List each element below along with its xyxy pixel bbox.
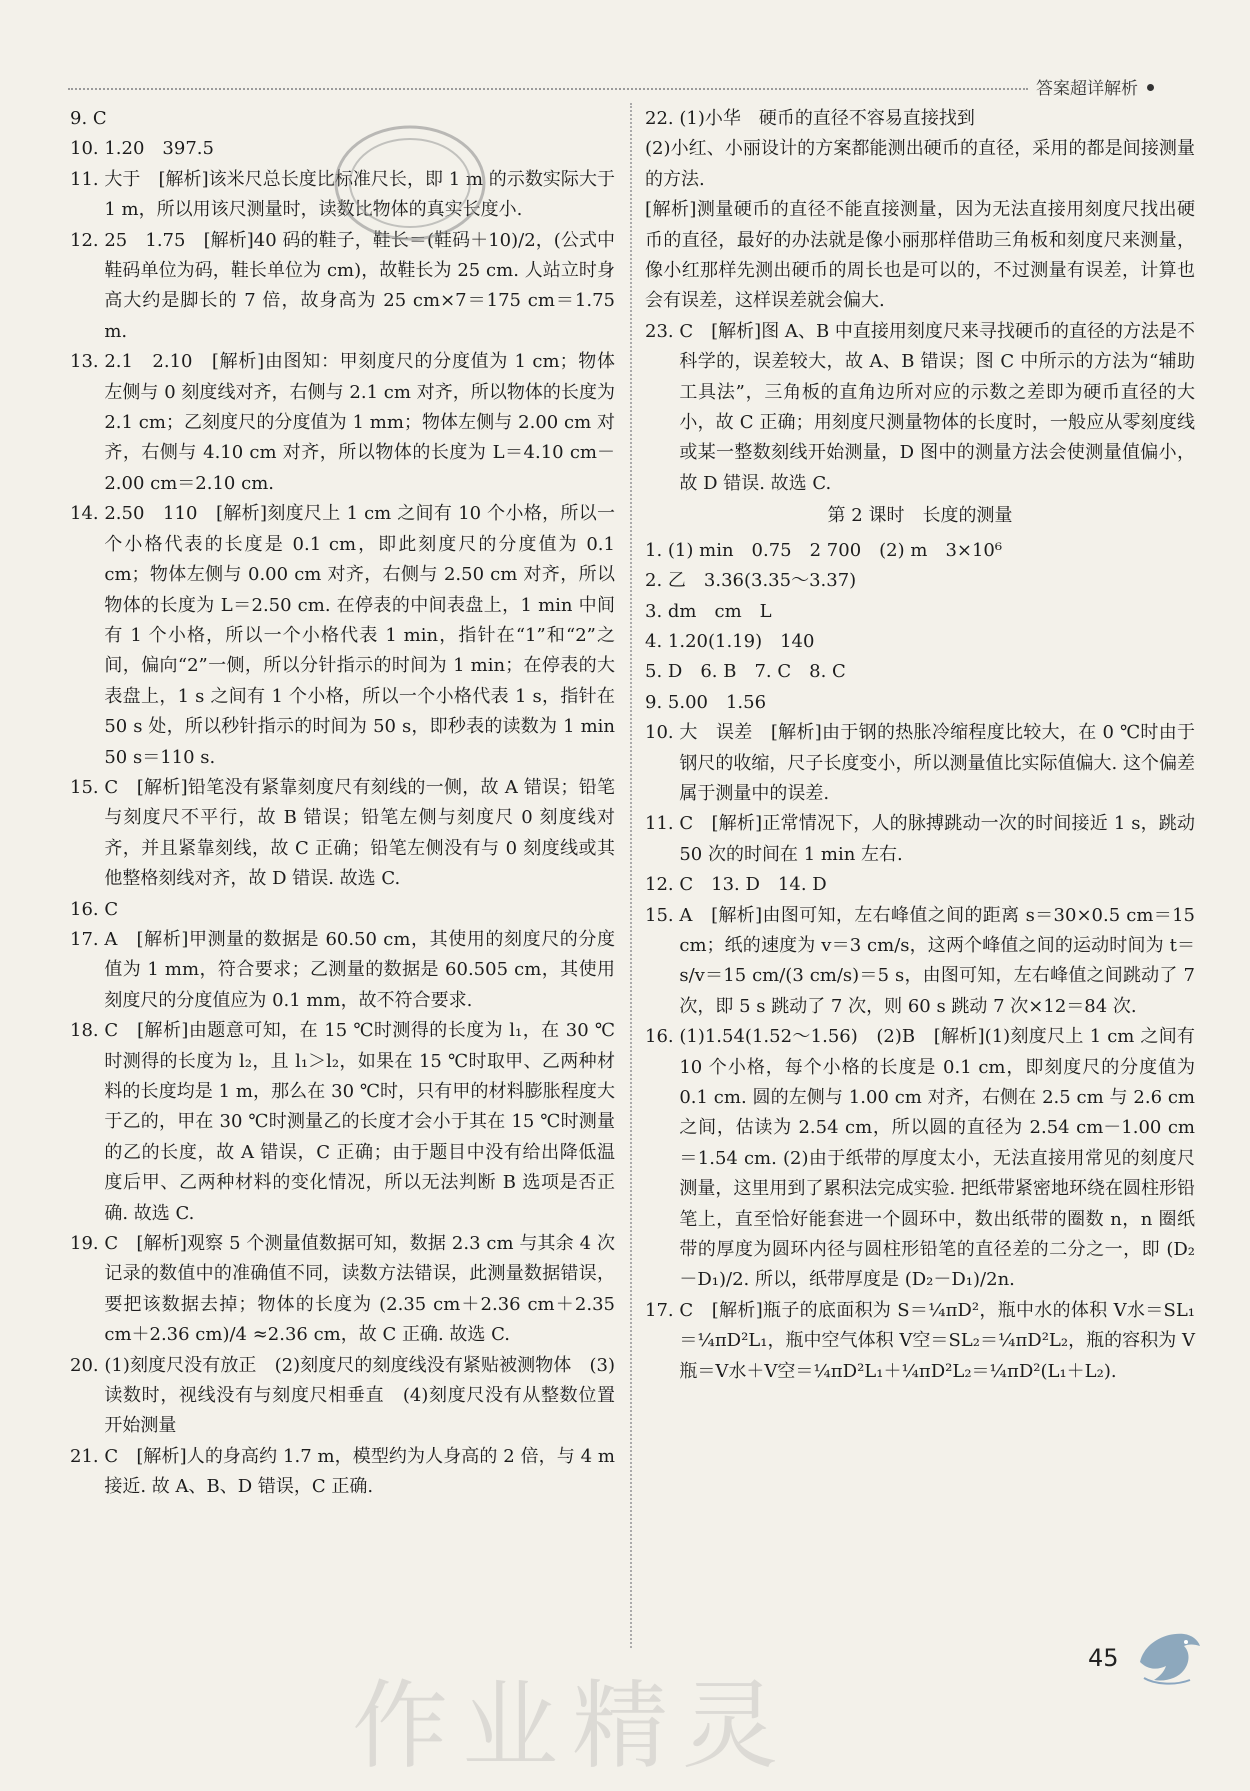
answer-number: 11. [70, 168, 105, 190]
answer-number: 14. [70, 503, 105, 525]
answer-item [70, 925, 615, 1016]
answer-number: 12. [70, 229, 105, 251]
answer-number: 1. [645, 539, 668, 561]
answer-item [645, 718, 1195, 809]
answer-number: 2. [645, 570, 668, 592]
answer-text: C [解析]正常情况下，人的脉搏跳动一次的时间接近 1 s，跳动 50 次的时间在 1 min 左右. [679, 813, 1195, 865]
section-subtitle-text: 第 2 课时 长度的测量 [827, 505, 1013, 527]
answer-number: 9. [70, 108, 93, 129]
answer-item [645, 657, 1195, 687]
answer-item [70, 773, 615, 895]
left-answer-column [70, 104, 615, 1503]
stamp-icon [330, 118, 490, 248]
answer-text: D 6. B 7. C 8. C [667, 661, 846, 683]
answer-number: 18. [70, 1020, 105, 1042]
answer-text: C [解析]观察 5 个测量值数据可知，数据 2.3 cm 与其余 4 次记录的数值中的准确值不同，读数方法错误，此测量数据错误，要把该数据去掉；物体的长度为 (2.35 cm＋2.36 cm＋2.35 cm＋2.36 cm)/4 ≈2.36 cm，故 C 正确. 故选 C. [104, 1233, 615, 1346]
answer-text: C [解析]瓶子的底面积为 S＝¼πD²，瓶中水的体积 V水＝SL₁＝¼πD²L₁，瓶中空气体积 V空＝SL₂＝¼πD²L₂，瓶的容积为 V瓶＝V水＋V空＝¼πD²L₁＋¼πD²L₂＝¼πD²(L₁＋L₂). [679, 1299, 1195, 1382]
answer-text: C [解析]铅笔没有紧靠刻度尺有刻线的一侧，故 A 错误；铅笔与刻度尺不平行，故 B 错误；铅笔左侧与刻度尺 0 刻度线对齐，并且紧靠刻线，故 C 正确；铅笔左侧没有与 0 刻度线或其他整格刻线对齐，故 D 错误. 故选 C. [104, 776, 615, 890]
answer-item [645, 901, 1195, 1023]
right-answer-column [645, 104, 1195, 1387]
answer-number: 5. [645, 661, 668, 683]
answer-item [645, 317, 1195, 499]
answer-text: C [解析]人的身高约 1.7 m，模型约为人身高的 2 倍，与 4 m 接近. 故 A、B、D 错误，C 正确. [104, 1445, 615, 1498]
answer-text: 5.00 1.56 [667, 691, 767, 713]
answer-number: 11. [645, 813, 680, 835]
answer-item [645, 597, 1195, 627]
answer-number: 20. [70, 1354, 105, 1376]
answer-item [70, 1442, 615, 1503]
answer-number: 21. [70, 1445, 105, 1467]
answer-text: 大 误差 [解析]由于钢的热胀冷缩程度比较大，在 0 ℃时由于钢尺的收缩，尺子长度变小，所以测量值比实际值偏大. 这个偏差属于测量中的误差. [679, 722, 1195, 804]
answer-item [645, 870, 1195, 900]
watermark-text: 作业精灵 [352, 1670, 792, 1782]
answer-text: C 13. D 14. D [679, 874, 827, 896]
answer-number: 3. [645, 600, 668, 622]
answer-item [645, 536, 1195, 566]
answer-item [645, 195, 1195, 317]
answer-number: 4. [645, 630, 668, 652]
answer-number: 19. [70, 1233, 105, 1255]
answer-item [70, 1351, 615, 1442]
answer-text: 2.1 2.10 [解析]由图知：甲刻度尺的分度值为 1 cm；物体左侧与 0 刻度线对齐，右侧与 2.1 cm 对齐，所以物体的长度为 2.1 cm；乙刻度尺的分度值为 1 mm；物体左侧与 2.00 cm 对齐，右侧与 4.10 cm 对齐，所以物体的长度为 L＝4.10 cm－2.00 cm＝2.10 cm. [104, 351, 615, 494]
answer-item [70, 1016, 615, 1229]
answer-item [70, 895, 615, 925]
answer-text: dm cm L [667, 600, 772, 622]
answer-number: 13. [70, 351, 105, 373]
page-number: 45 [1088, 1644, 1119, 1672]
answer-number: 22. [645, 108, 680, 129]
answer-text: 25 1.75 [解析]40 码的鞋子，鞋长＝(鞋码＋10)/2，(公式中鞋码单位为码，鞋长单位为 cm)，故鞋长为 25 cm. 人站立时身高大约是脚长的 7 倍，故身高为 25 cm×7＝175 cm＝1.75 m. [104, 229, 615, 342]
answer-number: 15. [70, 776, 105, 798]
answer-item [645, 627, 1195, 657]
answer-item [645, 688, 1195, 718]
section-subtitle [645, 501, 1195, 531]
answer-text: C [解析]由题意可知，在 15 ℃时测得的长度为 l₁，在 30 ℃时测得的长度为 l₂，且 l₁＞l₂，如果在 15 ℃时取甲、乙两种材料的长度均是 1 m，那么在 30 ℃时，只有甲的材料膨胀程度大于乙的，甲在 30 ℃时测量乙的长度才会小于其在 15 ℃时测量的乙的长度，故 A 错误，C 正确；由于题目中没有给出降低温度后甲、乙两种材料的变化情况，所以无法判断 B 选项是否正确. 故选 C. [104, 1020, 615, 1224]
answer-text: C [解析]图 A、B 中直接用刻度尺来寻找硬币的直径的方法是不科学的，误差较大，故 A、B 错误；图 C 中所示的方法为“辅助工具法”，三角板的直角边所对应的示数之差即为硬币直径的大小，故 C 正确；用刻度尺测量物体的长度时，一般应从零刻度线或某一整数刻线开始测量，D 图中的测量方法会使测量值偏小，故 D 错误. 故选 C. [679, 320, 1195, 494]
answer-text: A [解析]由图可知，左右峰值之间的距离 s＝30×0.5 cm＝15 cm；纸的速度为 v＝3 cm/s，这两个峰值之间的运动时间为 t＝s/v＝15 cm/(3 cm/s)＝5 s，由图可知，左右峰值之间跳动了 7 次，即 5 s 跳动了 7 次，则 60 s 跳动 7 次×12＝84 次. [679, 904, 1195, 1017]
answer-text: 大于 [解析]该米尺总长度比标准尺长，即 1 m 的示数实际大于 1 m，所以用该尺测量时，读数比物体的真实长度小. [104, 168, 615, 221]
answer-text: C [104, 898, 119, 920]
answer-number: 16. [70, 898, 105, 920]
answer-text: 1.20 397.5 [104, 138, 214, 160]
answer-number: 16. [645, 1026, 680, 1048]
answer-number: 23. [645, 320, 680, 342]
header-dot [1147, 84, 1154, 91]
answer-number: 10. [70, 138, 105, 160]
answer-text: 乙 3.36(3.35～3.37) [667, 570, 857, 592]
answer-item [645, 1022, 1195, 1296]
answer-number: 9. [645, 691, 668, 713]
answer-number: 17. [70, 928, 105, 950]
answer-text: (1)刻度尺没有放正 (2)刻度尺的刻度线没有紧贴被测物体 (3)读数时，视线没有与刻度尺相垂直 (4)刻度尺没有从整数位置开始测量 [104, 1354, 615, 1437]
answer-number: 15. [645, 904, 680, 926]
answer-text: 1.20(1.19) 140 [667, 630, 815, 652]
answer-item [70, 499, 615, 773]
answer-text: 2.50 110 [解析]刻度尺上 1 cm 之间有 10 个小格，所以一个小格代表的长度是 0.1 cm，即此刻度尺的分度值为 0.1 cm；物体左侧与 0.00 cm 对齐，右侧与 2.50 cm 对齐，所以物体的长度为 L＝2.50 cm. 在停表的中间表盘上，1 min 中间有 1 个小格，所以一个小格代表 1 min，指针在“1”和“2”之间，偏向“2”一侧，所以分针指示的时间为 1 min；在停表的大表盘上，1 s 之间有 1 个小格，所以一个小格代表 1 s，指针在 50 s 处，所以秒针指示的时间为 50 s，即秒表的读数为 1 min 50 s＝110 s. [104, 503, 615, 768]
answer-number: 17. [645, 1299, 680, 1321]
answer-text: C [92, 108, 107, 129]
answer-number: 12. [645, 874, 680, 896]
answer-item [645, 1296, 1195, 1387]
header-rule [68, 88, 1028, 90]
answer-item [645, 566, 1195, 596]
answer-text: A [解析]甲测量的数据是 60.50 cm，其使用的刻度尺的分度值为 1 mm，符合要求；乙测量的数据是 60.505 cm，其使用刻度尺的分度值应为 0.1 mm，故不符合要求. [104, 928, 615, 1011]
answer-text: (1)1.54(1.52～1.56) (2)B [解析](1)刻度尺上 1 cm 之间有 10 个小格，每个小格的长度是 0.1 cm，即刻度尺的分度值为 0.1 cm. 圆的左侧与 1.00 cm 对齐，右侧在 2.5 cm 与 2.6 cm 之间，估读为 2.54 cm，所以圆的直径为 2.54 cm－1.00 cm＝1.54 cm. (2)由于纸带的厚度太小，无法直接用常见的刻度尺测量，这里用到了累积法完成实验. 把纸带紧密地环绕在圆柱形铅笔上，直至恰好能套进一个圆环中，数出纸带的圈数 n，n 圈纸带的厚度为圆环内径与圆柱形铅笔的直径差的二分之一，即 (D₂－D₁)/2. 所以，纸带厚度是 (D₂－D₁)/2n. [679, 1026, 1195, 1291]
answer-item [70, 1229, 615, 1351]
answer-item [645, 134, 1195, 195]
header-title: 答案超详解析 [1036, 79, 1138, 99]
answer-text: [解析]测量硬币的直径不能直接测量，因为无法直接用刻度尺找出硬币的直径，最好的办法就是像小丽那样借助三角板和刻度尺来测量，像小红那样先测出硬币的周长也是可以的，不过测量有误差，计算也会有误差，这样误差就会偏大. [645, 199, 1195, 312]
answer-item [70, 347, 615, 499]
answer-text: (2)小红、小丽设计的方案都能测出硬币的直径，采用的都是间接测量的方法. [645, 138, 1195, 190]
answer-number: 10. [645, 722, 680, 744]
answer-text: (1)小华 硬币的直径不容易直接找到 [679, 108, 975, 129]
answer-text: (1) min 0.75 2 700 (2) m 3×10⁶ [667, 539, 1003, 561]
answer-item [645, 104, 1195, 134]
column-divider [630, 103, 632, 1648]
dolphin-icon [1134, 1622, 1206, 1688]
answer-item [645, 809, 1195, 870]
